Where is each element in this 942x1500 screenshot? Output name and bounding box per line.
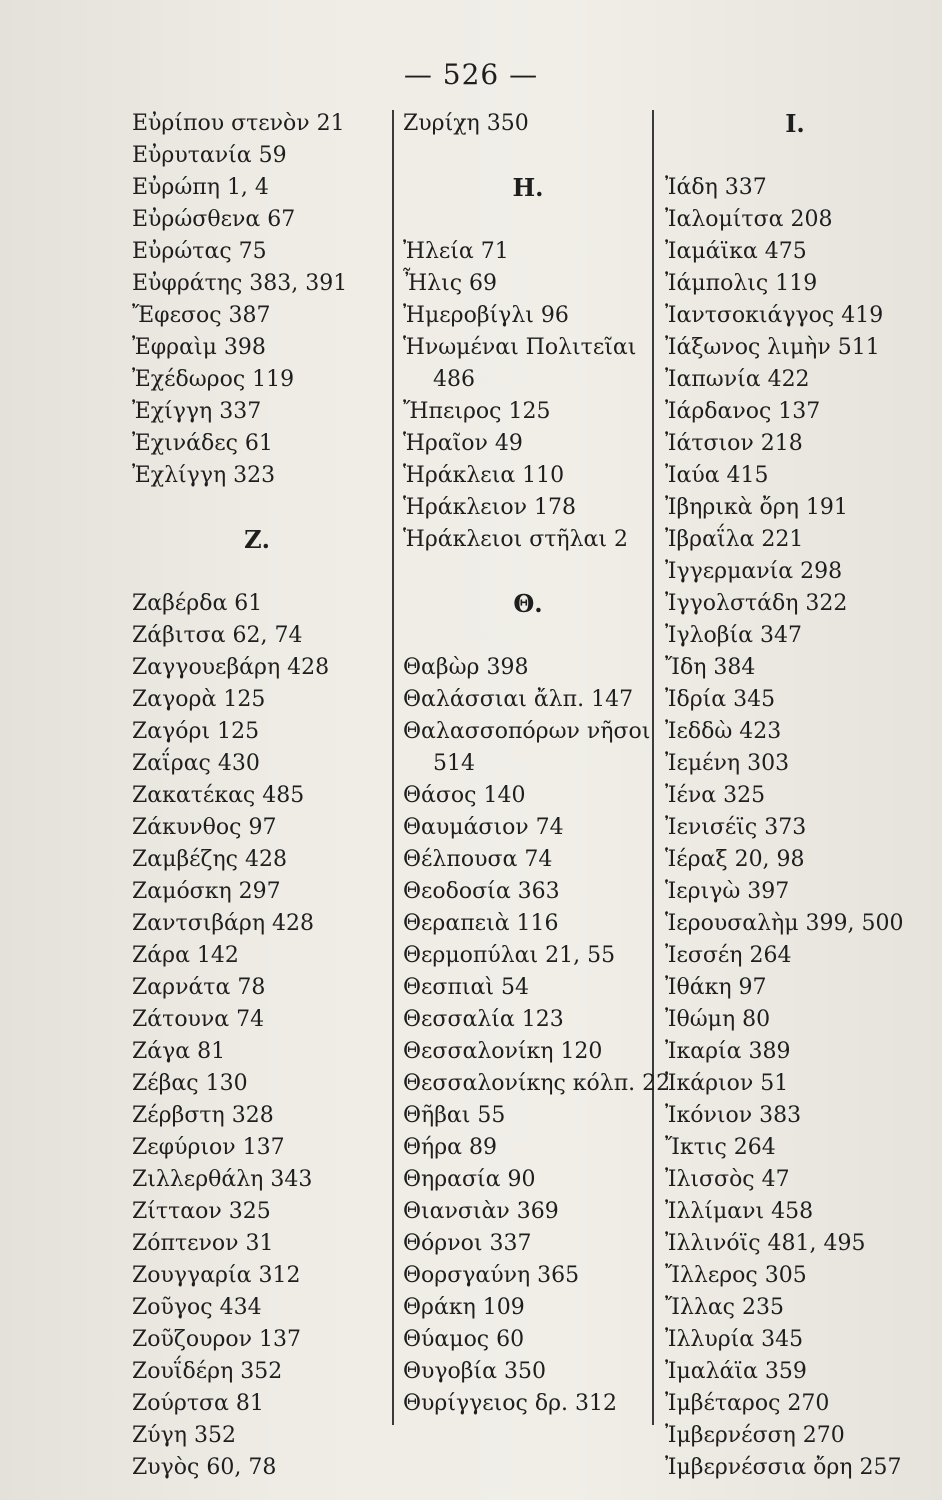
index-entry: Ἰένα 325 (665, 783, 766, 808)
index-entry: Ζοῦγος 434 (132, 1295, 262, 1320)
index-entry: Ἰλλυρία 345 (665, 1327, 804, 1352)
index-entry: Ζαμόσκη 297 (132, 879, 281, 904)
index-entry: Ἰγγερμανία 298 (665, 559, 843, 584)
index-entry: Ἔφεσος 387 (132, 303, 271, 328)
index-entry: Ἰαπωνία 422 (665, 367, 810, 392)
index-entry: Ζάρα 142 (132, 943, 239, 968)
index-entry: Ζόπτενον 31 (132, 1231, 274, 1256)
index-entry: Ἰμβέταρος 270 (665, 1391, 830, 1416)
index-entry: Ἐχίγγη 337 (132, 399, 262, 424)
index-entry: Ζοῦζουρον 137 (132, 1327, 301, 1352)
spacer (403, 204, 653, 236)
index-entry: Θυγοβία 350 (403, 1359, 546, 1384)
index-entry: Ἐχέδωρος 119 (132, 367, 295, 392)
index-entry: Ἐφραὶμ 398 (132, 335, 266, 360)
index-entry: Ἰάξωνος λιμὴν 511 (665, 335, 880, 360)
index-entry: Ἰδρία 345 (665, 687, 776, 712)
index-entry: Ἰαλομίτσα 208 (665, 207, 833, 232)
index-entry: Θιανσιὰν 369 (403, 1199, 559, 1224)
index-entry: Θάσος 140 (403, 783, 526, 808)
index-entry: Ζαγόρι 125 (132, 719, 260, 744)
index-entry: Ἰλισσὸς 47 (665, 1167, 790, 1192)
index-entry: Ἡράκλεια 110 (403, 463, 565, 488)
index-entry: Θύαμος 60 (403, 1327, 525, 1352)
index-entry: Ἠλεία 71 (403, 239, 509, 264)
index-entry: Ἤπειρος 125 (403, 399, 551, 424)
index-entry: Ἡράκλειοι στῆλαι 2 (403, 527, 628, 552)
index-entry: Θεοδοσία 363 (403, 879, 560, 904)
index-entry: Ἴκτις 264 (665, 1135, 776, 1160)
index-entry: Ζαγορὰ 125 (132, 687, 266, 712)
index-entry: Ἰκόνιον 383 (665, 1103, 802, 1128)
index-entry: Ἰενισέϊς 373 (665, 815, 807, 840)
index-entry: Ζάκυνθος 97 (132, 815, 277, 840)
index-entry: Ζαρνάτα 78 (132, 975, 266, 1000)
index-entry: Θαλάσσιαι ἄλπ. 147 (403, 687, 634, 712)
index-entry: Ζιλλερθάλη 343 (132, 1167, 313, 1192)
index-entry: Ἡνωμέναι Πολιτεῖαι (403, 335, 637, 360)
index-entry: Ἰάτσιον 218 (665, 431, 803, 456)
index-column-2 (403, 108, 671, 1428)
index-entry: Ἰάδη 337 (665, 175, 767, 200)
index-entry: Ζυρίχη 350 (403, 111, 529, 136)
index-entry: Ἰμβερνέσσια ὄρη 257 (665, 1455, 902, 1480)
index-entry: Θήρα 89 (403, 1135, 497, 1160)
column-divider-left (392, 110, 394, 1425)
index-column-1 (132, 108, 382, 1480)
index-entry: Ἰβηρικὰ ὄρη 191 (665, 495, 848, 520)
index-entry: Ἴλλερος 305 (665, 1263, 807, 1288)
index-entry: Ζύγη 352 (132, 1423, 236, 1448)
index-entry: Ζίτταον 325 (132, 1199, 271, 1224)
index-entry: Θέλπουσα 74 (403, 847, 553, 872)
index-entry: Ζεφύριον 137 (132, 1135, 285, 1160)
index-entry: Εὐφράτης 383, 391 (132, 271, 348, 296)
index-entry: Ἰμβερνέσση 270 (665, 1423, 845, 1448)
index-entry: Ἰβραΐλα 221 (665, 527, 804, 552)
index-entry: Θηρασία 90 (403, 1167, 536, 1192)
index-entry: Θαλασσοπόρων νῆσοι (403, 719, 651, 744)
index-entry: Ἴδη 384 (665, 655, 756, 680)
spacer (665, 140, 925, 172)
index-entry: Ἐχινάδες 61 (132, 431, 273, 456)
index-entry: Ζέβας 130 (132, 1071, 248, 1096)
spacer (132, 492, 382, 524)
index-entry: Ζούρτσα 81 (132, 1391, 264, 1416)
index-entry: Θαβὼρ 398 (403, 655, 529, 680)
index-entry: Ζάβιτσα 62, 74 (132, 623, 303, 648)
index-entry: Θεσπιαὶ 54 (403, 975, 530, 1000)
index-entry: Ζυγὸς 60, 78 (132, 1455, 277, 1480)
index-entry: Ζουγγαρία 312 (132, 1263, 301, 1288)
index-entry: Ἰεσσέη 264 (665, 943, 792, 968)
index-entry: Ζάτουνα 74 (132, 1007, 265, 1032)
index-entry: Ζουΐδέρη 352 (132, 1359, 283, 1384)
index-entry: Θεσσαλονίκη 120 (403, 1039, 603, 1064)
letter-heading: Ζ. (244, 525, 270, 554)
index-entry: Ἱέραξ 20, 98 (665, 847, 805, 872)
spacer (132, 556, 382, 588)
index-entry: Θορσγαύνη 365 (403, 1263, 580, 1288)
index-entry: Ἰγγολστάδη 322 (665, 591, 848, 616)
index-entry: Ἰαντσοκιάγγος 419 (665, 303, 884, 328)
index-entry: Ἰλλίμανι 458 (665, 1199, 814, 1224)
spacer (403, 556, 653, 588)
letter-heading: Ι. (785, 109, 805, 138)
index-entry: Ζαγγουεβάρη 428 (132, 655, 330, 680)
index-entry: Ζακατέκας 485 (132, 783, 305, 808)
index-entry: Ἡράκλειον 178 (403, 495, 576, 520)
index-entry: Θερμοπύλαι 21, 55 (403, 943, 616, 968)
index-entry: Θεσσαλία 123 (403, 1007, 564, 1032)
index-entry: Ἰγλοβία 347 (665, 623, 802, 648)
letter-heading: Θ. (513, 589, 543, 618)
index-entry: Εὐρυτανία 59 (132, 143, 287, 168)
index-entry: Ζαντσιβάρη 428 (132, 911, 315, 936)
index-entry: Ἦλις 69 (403, 271, 498, 296)
index-entry-continuation: 486 (433, 367, 475, 392)
index-entry: Ἱερουσαλὴμ 399, 500 (665, 911, 904, 936)
index-entry: Θαυμάσιον 74 (403, 815, 564, 840)
index-entry: Εὐρώπη 1, 4 (132, 175, 269, 200)
index-entry: Ἐχλίγγη 323 (132, 463, 276, 488)
index-entry: Ἰλλινόϊς 481, 495 (665, 1231, 866, 1256)
index-column-3 (665, 108, 925, 1480)
index-entry: Ἰκάριον 51 (665, 1071, 789, 1096)
index-entry: Ἰαύα 415 (665, 463, 769, 488)
index-entry: Ἴλλας 235 (665, 1295, 784, 1320)
index-entry: Ἰμαλάϊα 359 (665, 1359, 807, 1384)
index-entry: Ζαμβέζης 428 (132, 847, 287, 872)
index-entry: Ἰάρδανος 137 (665, 399, 821, 424)
page-number: — 526 — (403, 58, 539, 91)
index-entry: Ζέρβστη 328 (132, 1103, 274, 1128)
index-entry: Ζαβέρδα 61 (132, 591, 263, 616)
index-entry: Ἱεριγὼ 397 (665, 879, 790, 904)
index-entry: Εὐρίπου στενὸν 21 (132, 111, 345, 136)
index-entry: Ἠμεροβίγλι 96 (403, 303, 569, 328)
index-entry: Ἰκαρία 389 (665, 1039, 791, 1064)
index-entry: Θόρνοι 337 (403, 1231, 532, 1256)
spacer (403, 140, 653, 172)
index-entry: Θεραπειὰ 116 (403, 911, 559, 936)
index-entry: Ἰθάκη 97 (665, 975, 767, 1000)
spacer (403, 620, 653, 652)
index-entry: Ἰθώμη 80 (665, 1007, 771, 1032)
index-entry: Εὐρώτας 75 (132, 239, 267, 264)
index-entry: Ζάγα 81 (132, 1039, 226, 1064)
index-entry: Ἰαμάϊκα 475 (665, 239, 807, 264)
index-entry: Θῆβαι 55 (403, 1103, 506, 1128)
index-entry: Ζαΐρας 430 (132, 751, 260, 776)
index-entry-continuation: 514 (433, 751, 475, 776)
index-entry: Θράκη 109 (403, 1295, 525, 1320)
index-entry: Εὐρώσθενα 67 (132, 207, 296, 232)
index-entry: Ἰάμπολις 119 (665, 271, 818, 296)
index-entry: Ἡραῖον 49 (403, 431, 523, 456)
index-entry: Ἰεμένη 303 (665, 751, 790, 776)
letter-heading: Η. (512, 173, 544, 202)
index-entry: Ἰεδδὼ 423 (665, 719, 782, 744)
index-entry: Θυρίγγειος δρ. 312 (403, 1391, 618, 1416)
index-entry: Θεσσαλονίκης κόλπ. 22 (403, 1071, 671, 1096)
